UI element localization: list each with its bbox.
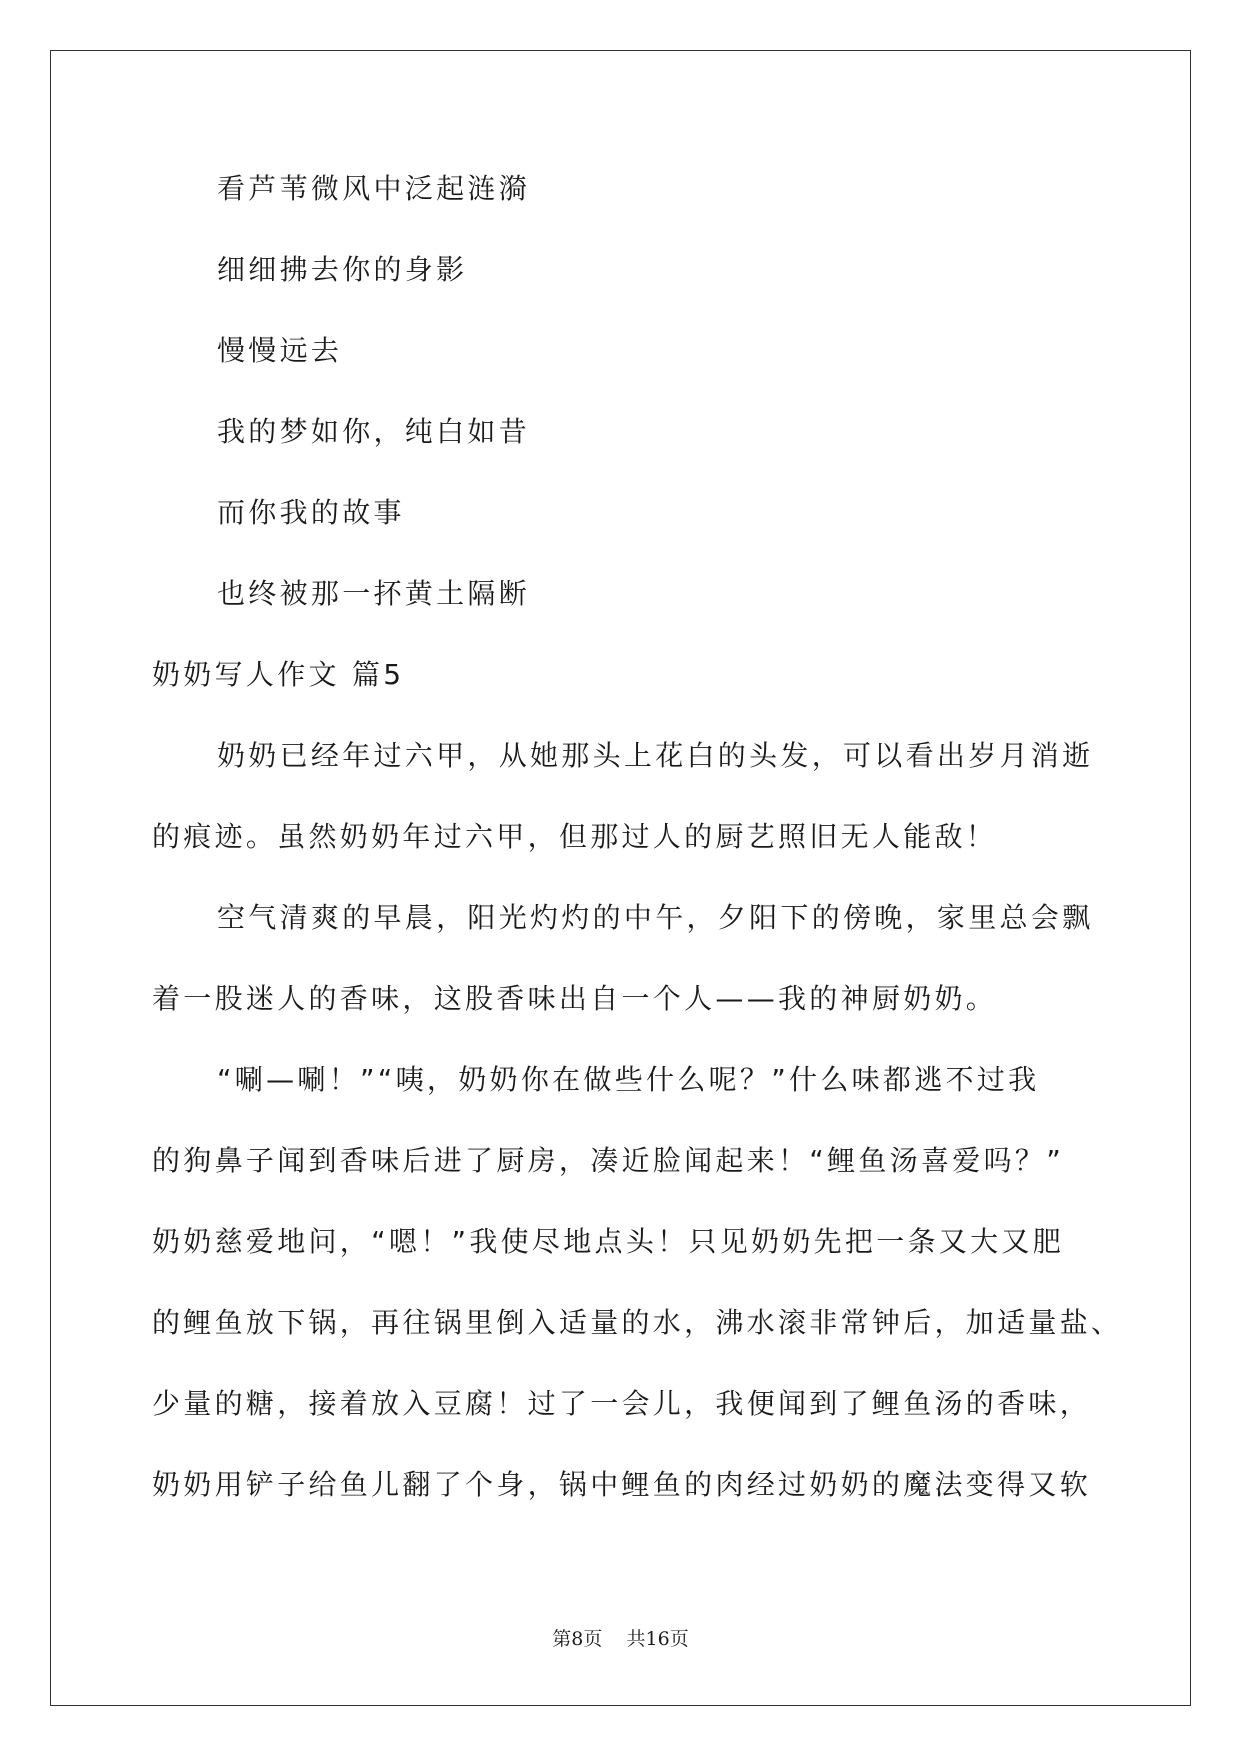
body-line: 的狗鼻子闻到香味后进了厨房，凑近脸闻起来！“鲤鱼汤喜爱吗？” [152,1144,1065,1177]
body-line: 少量的糖，接着放入豆腐！过了一会儿，我便闻到了鲤鱼汤的香味， [152,1387,1092,1420]
page-border [50,50,1191,1706]
page-number: 第8页 [552,1628,603,1650]
page-total: 共16页 [626,1628,689,1650]
poem-line: 也终被那一抔黄土隔断 [217,577,531,610]
poem-line: 看芦苇微风中泛起涟漪 [217,172,531,205]
body-line: 奶奶已经年过六甲，从她那头上花白的头发，可以看出岁月消逝 [217,739,1094,772]
poem-line: 而你我的故事 [217,496,405,529]
body-line: 的痕迹。虽然奶奶年过六甲，但那过人的厨艺照旧无人能敌！ [152,820,998,853]
section-heading: 奶奶写人作文 篇5 [152,658,405,691]
body-line: 空气清爽的早晨，阳光灼灼的中午，夕阳下的傍晚，家里总会飘 [217,901,1094,934]
poem-line: 细细拂去你的身影 [217,253,468,286]
body-line: 着一股迷人的香味，这股香味出自一个人——我的神厨奶奶。 [152,982,998,1015]
poem-line: 慢慢远去 [217,334,343,367]
page-footer [0,1626,1241,1652]
body-line: 奶奶慈爱地问，“嗯！”我使尽地点头！只见奶奶先把一条又大又肥 [152,1225,1065,1258]
body-line: 奶奶用铲子给鱼儿翻了个身，锅中鲤鱼的肉经过奶奶的魔法变得又软 [152,1468,1092,1501]
poem-line: 我的梦如你，纯白如昔 [217,415,531,448]
body-line: “唰—唰！”“咦，奶奶你在做些什么呢？”什么味都逃不过我 [217,1063,1040,1096]
body-line: 的鲤鱼放下锅，再往锅里倒入适量的水，沸水滚非常钟后，加适量盐、 [152,1306,1123,1339]
